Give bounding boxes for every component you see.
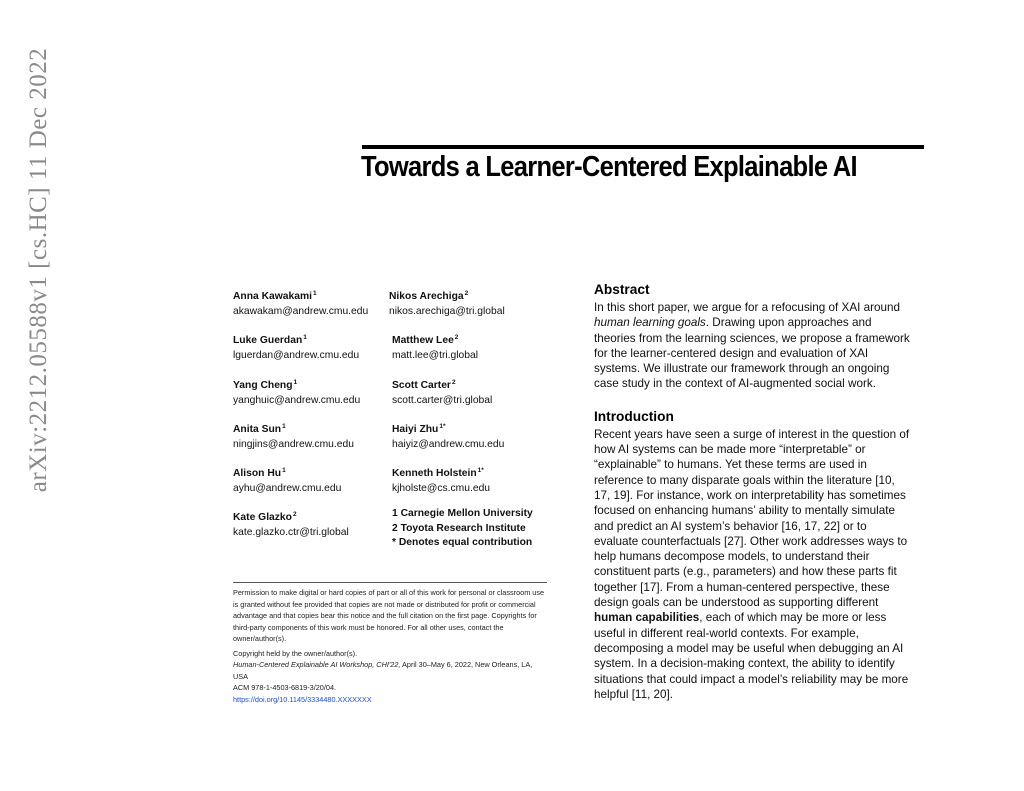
author-name: Kate Glazko$^2$: [233, 511, 297, 523]
arxiv-identifier: arXiv:2212.05588v1 [cs.HC] 11 Dec 2022: [25, 47, 53, 493]
doi-link[interactable]: https://doi.org/10.1145/3334480.XXXXXXX: [233, 694, 372, 704]
paper-title: Towards a Learner-Centered Explainable AI: [361, 151, 857, 183]
author-name: Kenneth Holstein$^{1*}$: [392, 467, 484, 479]
author-email: kate.glazko.ctr@tri.global: [233, 527, 349, 538]
copyright-footnote: [233, 582, 547, 705]
introduction-body: Recent years have seen a surge of interest in the question of how AI systems can be made more “interpretable” or “explainable” to humans. Yet these terms are used in reference to many disparate goals within the literature [10, 17, 19]. For instance, work on interpretability has sometimes focused on enhancing humans’ ability to mentally simulate and predict an AI system’s behavior [16, 17, 22] or to evaluate counterfactuals [27]. Other work addresses ways to help humans decompose models, to understand their constituent parts (e.g., parameters) and how these parts fit together [17]. From a human-centered perspective, these design goals can be understood as supporting different human capabilities, each of which may be more or less useful in different real-world contexts. For example, decomposing a model may be useful when debugging an AI system. In a decision-making context, the ability to identify situations that could impact a model’s reliability may be more helpful [11, 20].: [594, 427, 910, 701]
introduction-heading: Introduction: [594, 408, 674, 424]
author-email: ningjins@andrew.cmu.edu: [233, 439, 354, 450]
venue-line: Human-Centered Explainable AI Workshop, CHI'22, April 30–May 6, 2022, New Orleans, LA, USA: [233, 660, 533, 681]
main-column: [594, 280, 910, 702]
author-name: Anita Sun$^1$: [233, 423, 286, 435]
author-name: Matthew Lee$^2$: [392, 334, 459, 346]
author-block: [233, 286, 368, 319]
author-block: [233, 330, 359, 363]
author-email: nikos.arechiga@tri.global: [389, 306, 505, 317]
author-name: Luke Guerdan$^1$: [233, 334, 307, 346]
author-block: [392, 463, 490, 496]
author-block: [392, 375, 492, 408]
author-email: matt.lee@tri.global: [392, 350, 479, 361]
equal-contribution-note: * Denotes equal contribution: [392, 537, 533, 548]
author-name: Haiyi Zhu$^{1*}$: [392, 423, 446, 435]
acm-number: ACM 978-1-4503-6819-3/20/04.: [233, 683, 337, 692]
author-email: lguerdan@andrew.cmu.edu: [233, 350, 360, 361]
author-email: yanghuic@andrew.cmu.edu: [233, 395, 361, 406]
arxiv-stamp: [26, 40, 52, 500]
author-block: [389, 286, 505, 319]
affiliations: [392, 507, 533, 551]
author-email: scott.carter@tri.global: [392, 395, 493, 406]
author-block: [233, 463, 341, 496]
author-email: haiyiz@andrew.cmu.edu: [392, 439, 505, 450]
author-block: [392, 419, 504, 452]
author-email: kjholste@cs.cmu.edu: [392, 483, 491, 494]
author-name: Yang Cheng$^1$: [233, 379, 298, 391]
author-name: Scott Carter$^2$: [392, 379, 456, 391]
affiliation-tri: 2 Toyota Research Institute: [392, 522, 526, 534]
affiliation-cmu: 1 Carnegie Mellon University: [392, 508, 533, 519]
author-block: [392, 330, 478, 363]
author-name: Nikos Arechiga$^2$: [389, 290, 469, 302]
author-name: Anna Kawakami$^1$: [233, 290, 317, 302]
author-block: [233, 419, 354, 452]
author-block: [233, 507, 349, 540]
author-name: Alison Hu$^1$: [233, 467, 286, 479]
permission-notice: Permission to make digital or hard copies of part or all of this work for personal or classroom use is granted without fee provided that copies are not made or distributed for profit or commercial advantage and that copies bear this notice and the full citation on the first page. Copyrights for third-party components of this work must be honored. For all other uses, contact the owner/author(s).: [233, 588, 545, 643]
author-email: ayhu@andrew.cmu.edu: [233, 483, 342, 494]
author-block: [233, 375, 360, 408]
copyright-line: Copyright held by the owner/author(s).: [233, 648, 358, 658]
abstract-heading: Abstract: [594, 282, 650, 297]
author-email: akawakam@andrew.cmu.edu: [233, 306, 369, 317]
abstract-body: In this short paper, we argue for a refocusing of XAI around human learning goals. Drawing upon approaches and theories from the learning sciences, we propose a framework for the learner-centered design and evaluation of XAI systems. We illustrate our framework through an ongoing case study in the context of AI-augmented social work.: [594, 301, 910, 391]
